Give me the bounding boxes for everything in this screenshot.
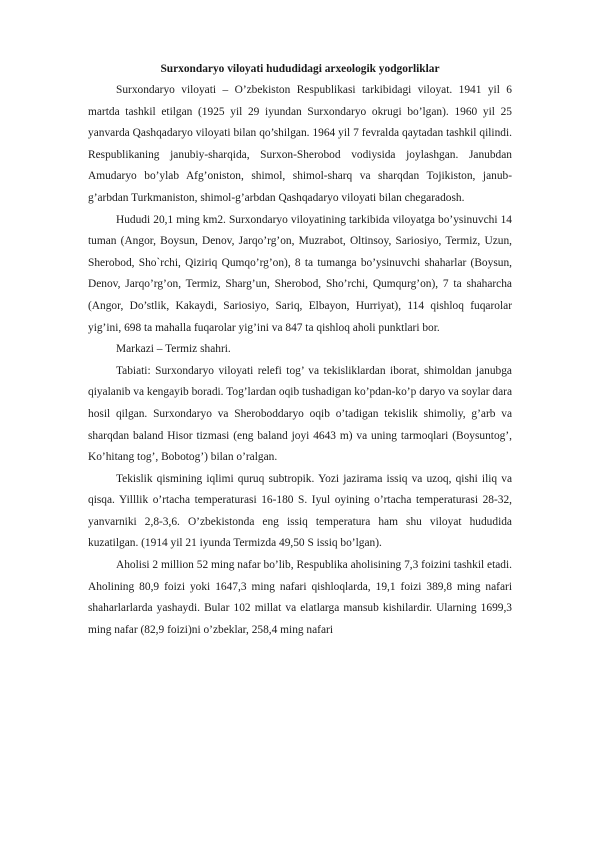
document-page	[88, 60, 512, 641]
paragraph-nature: Tabiati: Surxondaryo viloyati relefi tog’ va tekisliklardan iborat, shimoldan janubga qiyalanib va kengayib boradi. Tog’lardan oqib tushadigan ko’pdan-ko’p daryo va soylar dara hosil qilgan. Surxondaryo va Sheroboddaryo oqib o’tadigan tekislik shimoliy, g’arb va sharqdan baland Hisor tizmasi (eng baland joyi 4643 m) va uning tarmoqlari (Boysuntog’, Ko’hitang tog’, Bobotog’) bilan o’ralgan.	[88, 364, 512, 464]
paragraph-overview: Surxondaryo viloyati – O’zbekiston Respublikasi tarkibidagi viloyat. 1941 yil 6 martda tashkil etilgan (1925 yil 29 iyundan Surxondaryo okrugi bo’lgan). 1960 yil 25 yanvarda Qashqadaryo viloyati bilan qo’shilgan. 1964 yil 7 fevralda qaytadan tashkil qilindi. Respublikaning janubiy-sharqida, Surxon-Sherobod vodiysida joylashgan. Janubdan Amudaryo bo’ylab Afg’oniston, shimol, shimol-sharq va sharqdan Tojikiston, janub-g’arbdan Turkmaniston, shimol-g’arbdan Qashqadaryo viloyati bilan chegaradosh.	[88, 84, 512, 204]
paragraph-territory: Hududi 20,1 ming km2. Surxondaryo viloyatining tarkibida viloyatga bo’ysinuvchi 14 tuman (Angor, Boysun, Denov, Jarqo’rg’on, Muzrabot, Oltinsoy, Sariosiyo, Termiz, Uzun, Sherobod, Sho`rchi, Qiziriq Qumqo’rg’on), 8 ta tumanga bo’ysinuvchi shaharlar (Boysun, Denov, Jarqo’rg’on, Termiz, Sharg’un, Sherobod, Sho’rchi, Qumqurg’on), 7 ta shaharcha (Angor, Do’stlik, Kakaydi, Sariosiyo, Sariq, Elbayon, Hurriyat), 114 qishloq fuqarolar yig’ini, 698 ta mahalla fuqarolar yig’ini va 847 ta qishloq aholi punktlari bor.	[88, 213, 512, 334]
paragraph-population: Aholisi 2 million 52 ming nafar bo’lib, Respublika aholisining 7,3 foizini tashkil etadi. Aholining 80,9 foizi yoki 1647,3 ming nafari qishloqlarda, 19,1 foizi 389,8 ming nafari shaharlarlarda yashaydi. Bular 102 millat va elatlarga mansub kishilardir. Ularning 1699,3 ming nafar (82,9 foizi)ni o’zbeklar, 258,4 ming nafari	[88, 559, 512, 636]
paragraph-climate: Tekislik qismining iqlimi quruq subtropik. Yozi jazirama issiq va uzoq, qishi iliq va qisqa. Yilllik o’rtacha temperaturasi 16-180 S. Iyul oyining o’rtacha temperaturasi 28-32, yanvarniki 2,8-3,6. O’zbekistonda eng issiq temperatura ham shu viloyat hududida kuzatilgan. (1914 yil 21 iyunda Termizda 49,50 S issiq bo’lgan).	[88, 472, 512, 550]
document-title: Surxondaryo viloyati hududidagi arxeologik yodgorliklar	[160, 63, 440, 75]
paragraph-center: Markazi – Termiz shahri.	[116, 343, 231, 356]
